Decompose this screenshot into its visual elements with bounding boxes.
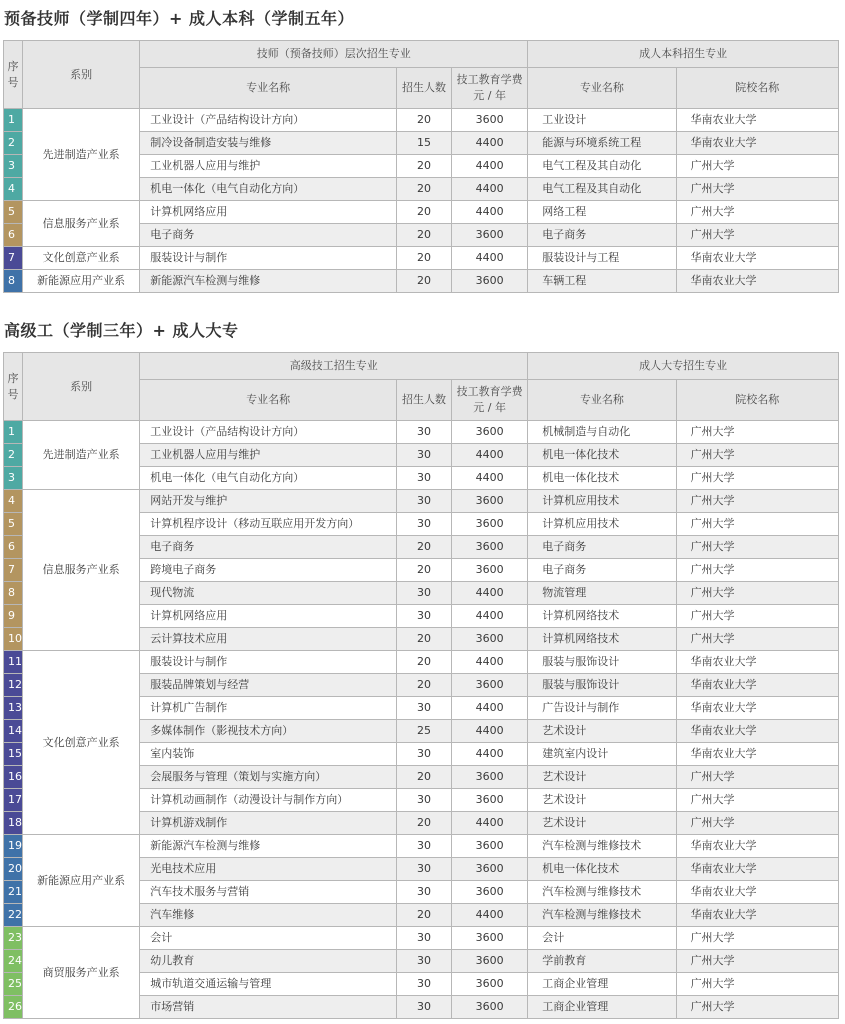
enroll-cell: 30 <box>396 467 451 490</box>
enroll-cell: 30 <box>396 697 451 720</box>
fee-cell: 4400 <box>452 467 528 490</box>
header-fee: 技工教育学费元 / 年 <box>452 380 528 421</box>
adult-major-cell: 艺术设计 <box>528 789 676 812</box>
enroll-cell: 20 <box>396 247 451 270</box>
school-cell: 华南农业大学 <box>676 651 838 674</box>
fee-cell: 3600 <box>452 835 528 858</box>
row-index: 15 <box>4 743 23 766</box>
row-index: 8 <box>4 582 23 605</box>
table-row <box>4 421 839 444</box>
fee-cell: 4400 <box>452 178 528 201</box>
adult-major-cell: 计算机应用技术 <box>528 490 676 513</box>
major-name-cell: 电子商务 <box>140 536 397 559</box>
adult-major-cell: 机电一体化技术 <box>528 858 676 881</box>
major-name-cell: 电子商务 <box>140 224 397 247</box>
row-index: 19 <box>4 835 23 858</box>
major-name-cell: 工业设计（产品结构设计方向） <box>140 421 397 444</box>
adult-major-cell: 汽车检测与维修技术 <box>528 835 676 858</box>
adult-major-cell: 工业设计 <box>528 109 676 132</box>
row-index: 6 <box>4 224 23 247</box>
adult-major-cell: 艺术设计 <box>528 720 676 743</box>
header-school: 院校名称 <box>676 68 838 109</box>
adult-major-cell: 能源与环境系统工程 <box>528 132 676 155</box>
major-name-cell: 服装设计与制作 <box>140 247 397 270</box>
row-index: 26 <box>4 996 23 1019</box>
table-row <box>4 927 839 950</box>
major-name-cell: 新能源汽车检测与维修 <box>140 270 397 293</box>
row-index: 12 <box>4 674 23 697</box>
header-fee: 技工教育学费元 / 年 <box>452 68 528 109</box>
row-index: 8 <box>4 270 23 293</box>
fee-cell: 3600 <box>452 996 528 1019</box>
table-row <box>4 490 839 513</box>
department-cell: 文化创意产业系 <box>23 651 140 835</box>
department-cell: 新能源应用产业系 <box>23 835 140 927</box>
major-name-cell: 现代物流 <box>140 582 397 605</box>
major-name-cell: 网站开发与维护 <box>140 490 397 513</box>
department-cell: 先进制造产业系 <box>23 109 140 201</box>
fee-cell: 4400 <box>452 697 528 720</box>
major-name-cell: 计算机网络应用 <box>140 605 397 628</box>
adult-major-cell: 电气工程及其自动化 <box>528 155 676 178</box>
row-index: 7 <box>4 247 23 270</box>
enroll-cell: 30 <box>396 881 451 904</box>
adult-major-cell: 建筑室内设计 <box>528 743 676 766</box>
fee-cell: 4400 <box>452 720 528 743</box>
row-index: 16 <box>4 766 23 789</box>
school-cell: 广州大学 <box>676 950 838 973</box>
adult-major-cell: 工商企业管理 <box>528 973 676 996</box>
header-enroll: 招生人数 <box>396 68 451 109</box>
adult-major-cell: 物流管理 <box>528 582 676 605</box>
header-dept: 系别 <box>23 353 140 421</box>
major-name-cell: 服装品牌策划与经营 <box>140 674 397 697</box>
school-cell: 广州大学 <box>676 490 838 513</box>
fee-cell: 3600 <box>452 421 528 444</box>
enroll-cell: 20 <box>396 155 451 178</box>
adult-major-cell: 计算机网络技术 <box>528 628 676 651</box>
row-index: 25 <box>4 973 23 996</box>
table-row <box>4 247 839 270</box>
table-row <box>4 835 839 858</box>
fee-cell: 4400 <box>452 582 528 605</box>
adult-major-cell: 艺术设计 <box>528 812 676 835</box>
adult-major-cell: 网络工程 <box>528 201 676 224</box>
header-group-right: 成人大专招生专业 <box>528 353 839 380</box>
enroll-cell: 20 <box>396 270 451 293</box>
row-index: 9 <box>4 605 23 628</box>
major-name-cell: 云计算技术应用 <box>140 628 397 651</box>
department-cell: 新能源应用产业系 <box>23 270 140 293</box>
adult-major-cell: 汽车检测与维修技术 <box>528 904 676 927</box>
row-index: 6 <box>4 536 23 559</box>
adult-major-cell: 机电一体化技术 <box>528 444 676 467</box>
technician-undergrad-table <box>3 40 839 293</box>
major-name-cell: 服装设计与制作 <box>140 651 397 674</box>
enroll-cell: 20 <box>396 628 451 651</box>
enroll-cell: 20 <box>396 109 451 132</box>
school-cell: 华南农业大学 <box>676 674 838 697</box>
enroll-cell: 30 <box>396 950 451 973</box>
school-cell: 广州大学 <box>676 605 838 628</box>
header-group-right: 成人本科招生专业 <box>528 41 839 68</box>
fee-cell: 3600 <box>452 881 528 904</box>
school-cell: 广州大学 <box>676 467 838 490</box>
fee-cell: 3600 <box>452 559 528 582</box>
header-index: 序号 <box>4 41 23 109</box>
adult-major-cell: 汽车检测与维修技术 <box>528 881 676 904</box>
enroll-cell: 30 <box>396 973 451 996</box>
table-row <box>4 651 839 674</box>
major-name-cell: 市场营销 <box>140 996 397 1019</box>
header-adult-major: 专业名称 <box>528 380 676 421</box>
adult-major-cell: 服装与服饰设计 <box>528 651 676 674</box>
major-name-cell: 制冷设备制造安装与维修 <box>140 132 397 155</box>
school-cell: 华南农业大学 <box>676 720 838 743</box>
fee-cell: 3600 <box>452 674 528 697</box>
row-index: 7 <box>4 559 23 582</box>
table-row <box>4 201 839 224</box>
school-cell: 广州大学 <box>676 789 838 812</box>
major-name-cell: 汽车技术服务与营销 <box>140 881 397 904</box>
enroll-cell: 30 <box>396 421 451 444</box>
adult-major-cell: 电气工程及其自动化 <box>528 178 676 201</box>
fee-cell: 3600 <box>452 224 528 247</box>
fee-cell: 4400 <box>452 651 528 674</box>
row-index: 1 <box>4 109 23 132</box>
school-cell: 华南农业大学 <box>676 132 838 155</box>
table-row <box>4 270 839 293</box>
major-name-cell: 跨境电子商务 <box>140 559 397 582</box>
enroll-cell: 30 <box>396 582 451 605</box>
fee-cell: 4400 <box>452 812 528 835</box>
major-name-cell: 多媒体制作（影视技术方向） <box>140 720 397 743</box>
enroll-cell: 25 <box>396 720 451 743</box>
row-index: 22 <box>4 904 23 927</box>
department-cell: 商贸服务产业系 <box>23 927 140 1019</box>
fee-cell: 3600 <box>452 536 528 559</box>
department-cell: 先进制造产业系 <box>23 421 140 490</box>
school-cell: 广州大学 <box>676 628 838 651</box>
major-name-cell: 计算机广告制作 <box>140 697 397 720</box>
school-cell: 广州大学 <box>676 178 838 201</box>
table-row <box>4 109 839 132</box>
row-index: 14 <box>4 720 23 743</box>
fee-cell: 4400 <box>452 444 528 467</box>
major-name-cell: 汽车维修 <box>140 904 397 927</box>
header-adult-major: 专业名称 <box>528 68 676 109</box>
school-cell: 广州大学 <box>676 201 838 224</box>
row-index: 2 <box>4 444 23 467</box>
school-cell: 广州大学 <box>676 996 838 1019</box>
enroll-cell: 30 <box>396 444 451 467</box>
enroll-cell: 30 <box>396 927 451 950</box>
adult-major-cell: 学前教育 <box>528 950 676 973</box>
department-cell: 文化创意产业系 <box>23 247 140 270</box>
major-name-cell: 工业设计（产品结构设计方向） <box>140 109 397 132</box>
school-cell: 广州大学 <box>676 444 838 467</box>
row-index: 11 <box>4 651 23 674</box>
adult-major-cell: 会计 <box>528 927 676 950</box>
row-index: 4 <box>4 490 23 513</box>
major-name-cell: 机电一体化（电气自动化方向） <box>140 178 397 201</box>
adult-major-cell: 计算机应用技术 <box>528 513 676 536</box>
fee-cell: 3600 <box>452 789 528 812</box>
fee-cell: 4400 <box>452 247 528 270</box>
enroll-cell: 20 <box>396 766 451 789</box>
enroll-cell: 20 <box>396 651 451 674</box>
adult-major-cell: 服装与服饰设计 <box>528 674 676 697</box>
major-name-cell: 工业机器人应用与维护 <box>140 444 397 467</box>
section-title-senior-worker: 高级工（学制三年）+ 成人大专 <box>4 321 239 340</box>
school-cell: 华南农业大学 <box>676 247 838 270</box>
adult-major-cell: 车辆工程 <box>528 270 676 293</box>
adult-major-cell: 服装设计与工程 <box>528 247 676 270</box>
fee-cell: 3600 <box>452 109 528 132</box>
header-major-name: 专业名称 <box>140 380 397 421</box>
major-name-cell: 计算机游戏制作 <box>140 812 397 835</box>
row-index: 17 <box>4 789 23 812</box>
fee-cell: 3600 <box>452 270 528 293</box>
major-name-cell: 机电一体化（电气自动化方向） <box>140 467 397 490</box>
school-cell: 广州大学 <box>676 421 838 444</box>
row-index: 23 <box>4 927 23 950</box>
school-cell: 广州大学 <box>676 224 838 247</box>
section-title-technician: 预备技师（学制四年）+ 成人本科（学制五年） <box>4 9 354 28</box>
fee-cell: 3600 <box>452 766 528 789</box>
enroll-cell: 30 <box>396 858 451 881</box>
major-name-cell: 计算机动画制作（动漫设计与制作方向） <box>140 789 397 812</box>
school-cell: 广州大学 <box>676 582 838 605</box>
fee-cell: 4400 <box>452 605 528 628</box>
header-index: 序号 <box>4 353 23 421</box>
school-cell: 华南农业大学 <box>676 881 838 904</box>
fee-cell: 3600 <box>452 973 528 996</box>
row-index: 20 <box>4 858 23 881</box>
school-cell: 广州大学 <box>676 766 838 789</box>
enroll-cell: 20 <box>396 224 451 247</box>
fee-cell: 4400 <box>452 743 528 766</box>
enroll-cell: 20 <box>396 536 451 559</box>
school-cell: 广州大学 <box>676 812 838 835</box>
fee-cell: 3600 <box>452 513 528 536</box>
row-index: 1 <box>4 421 23 444</box>
major-name-cell: 工业机器人应用与维护 <box>140 155 397 178</box>
enroll-cell: 30 <box>396 835 451 858</box>
row-index: 3 <box>4 155 23 178</box>
fee-cell: 4400 <box>452 201 528 224</box>
enroll-cell: 15 <box>396 132 451 155</box>
major-name-cell: 城市轨道交通运输与管理 <box>140 973 397 996</box>
school-cell: 华南农业大学 <box>676 858 838 881</box>
enroll-cell: 20 <box>396 559 451 582</box>
school-cell: 广州大学 <box>676 155 838 178</box>
header-enroll: 招生人数 <box>396 380 451 421</box>
senior-worker-college-table <box>3 352 839 1019</box>
enroll-cell: 20 <box>396 178 451 201</box>
fee-cell: 3600 <box>452 927 528 950</box>
major-name-cell: 会计 <box>140 927 397 950</box>
fee-cell: 3600 <box>452 490 528 513</box>
row-index: 24 <box>4 950 23 973</box>
header-group-left: 技师（预备技师）层次招生专业 <box>140 41 528 68</box>
school-cell: 广州大学 <box>676 559 838 582</box>
school-cell: 广州大学 <box>676 513 838 536</box>
row-index: 5 <box>4 513 23 536</box>
enroll-cell: 30 <box>396 789 451 812</box>
major-name-cell: 计算机程序设计（移动互联应用开发方向） <box>140 513 397 536</box>
row-index: 5 <box>4 201 23 224</box>
enroll-cell: 20 <box>396 812 451 835</box>
major-name-cell: 会展服务与管理（策划与实施方向） <box>140 766 397 789</box>
fee-cell: 4400 <box>452 904 528 927</box>
fee-cell: 3600 <box>452 950 528 973</box>
department-cell: 信息服务产业系 <box>23 201 140 247</box>
enroll-cell: 30 <box>396 605 451 628</box>
major-name-cell: 幼儿教育 <box>140 950 397 973</box>
adult-major-cell: 机电一体化技术 <box>528 467 676 490</box>
fee-cell: 3600 <box>452 858 528 881</box>
enroll-cell: 20 <box>396 904 451 927</box>
enroll-cell: 20 <box>396 674 451 697</box>
enroll-cell: 20 <box>396 201 451 224</box>
adult-major-cell: 电子商务 <box>528 536 676 559</box>
school-cell: 华南农业大学 <box>676 743 838 766</box>
school-cell: 华南农业大学 <box>676 270 838 293</box>
school-cell: 广州大学 <box>676 536 838 559</box>
school-cell: 华南农业大学 <box>676 835 838 858</box>
header-dept: 系别 <box>23 41 140 109</box>
school-cell: 广州大学 <box>676 927 838 950</box>
adult-major-cell: 机械制造与自动化 <box>528 421 676 444</box>
row-index: 21 <box>4 881 23 904</box>
department-cell: 信息服务产业系 <box>23 490 140 651</box>
fee-cell: 3600 <box>452 628 528 651</box>
row-index: 2 <box>4 132 23 155</box>
row-index: 3 <box>4 467 23 490</box>
adult-major-cell: 工商企业管理 <box>528 996 676 1019</box>
adult-major-cell: 计算机网络技术 <box>528 605 676 628</box>
major-name-cell: 新能源汽车检测与维修 <box>140 835 397 858</box>
fee-cell: 4400 <box>452 155 528 178</box>
header-school: 院校名称 <box>676 380 838 421</box>
major-name-cell: 计算机网络应用 <box>140 201 397 224</box>
school-cell: 华南农业大学 <box>676 109 838 132</box>
adult-major-cell: 电子商务 <box>528 559 676 582</box>
row-index: 18 <box>4 812 23 835</box>
school-cell: 华南农业大学 <box>676 904 838 927</box>
header-major-name: 专业名称 <box>140 68 397 109</box>
adult-major-cell: 电子商务 <box>528 224 676 247</box>
fee-cell: 4400 <box>452 132 528 155</box>
enroll-cell: 30 <box>396 490 451 513</box>
adult-major-cell: 艺术设计 <box>528 766 676 789</box>
row-index: 10 <box>4 628 23 651</box>
school-cell: 广州大学 <box>676 973 838 996</box>
major-name-cell: 室内装饰 <box>140 743 397 766</box>
school-cell: 华南农业大学 <box>676 697 838 720</box>
enroll-cell: 30 <box>396 996 451 1019</box>
row-index: 13 <box>4 697 23 720</box>
header-group-left: 高级技工招生专业 <box>140 353 528 380</box>
adult-major-cell: 广告设计与制作 <box>528 697 676 720</box>
enroll-cell: 30 <box>396 743 451 766</box>
major-name-cell: 光电技术应用 <box>140 858 397 881</box>
row-index: 4 <box>4 178 23 201</box>
enroll-cell: 30 <box>396 513 451 536</box>
